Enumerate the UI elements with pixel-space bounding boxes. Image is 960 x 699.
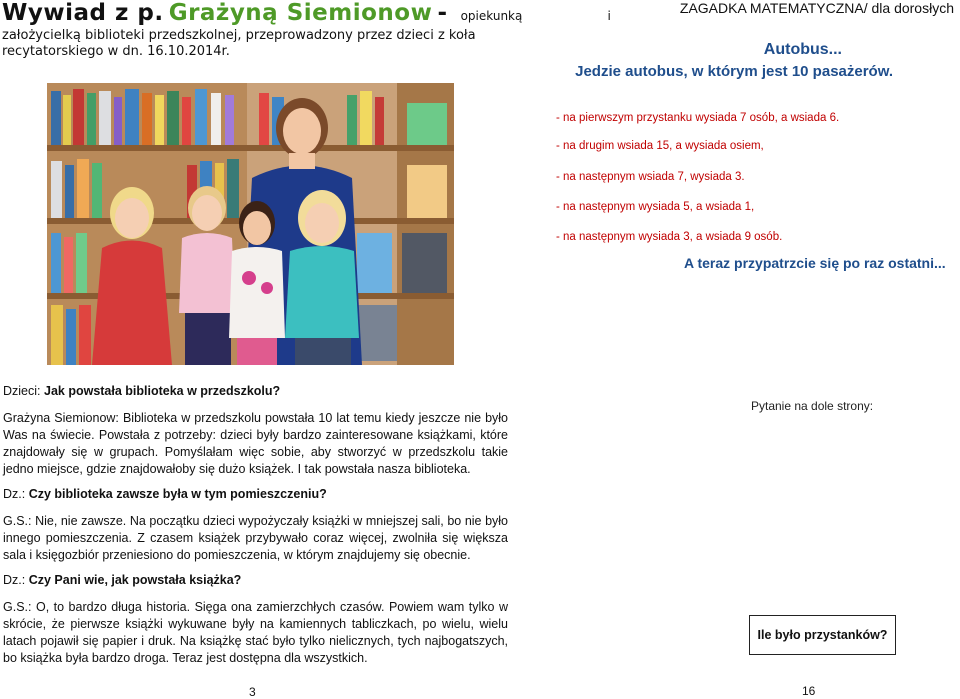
interview-a3: [3, 599, 508, 667]
question-text: Czy biblioteka zawsze była w tym pomieszczeniu?: [28, 487, 327, 501]
answer-text: Nie, nie zawsze. Na początku dzieci wypożyczały książki w mniejszej sali, bo nie było innego pomieszczenia. Z czasem książek przybywało coraz więcej, zwolniła się większa sala i księgozbiór przeniesiono do pomieszczenia, w którym znajdujemy się obecnie.: [3, 514, 508, 562]
speaker-label: G.S.:: [3, 514, 32, 528]
title-role: opiekunką: [460, 9, 523, 23]
interview-q1: [3, 383, 508, 400]
question-text: Jak powstała biblioteka w przedszkolu?: [44, 384, 281, 398]
answer-text: Biblioteka w przedszkolu powstała 10 lat temu kiedy jeszcze nie było Was na świecie. Powstała z potrzeby: dzieci były bardzo zainteresowane książkami, które znajdowały się w grupach. Pomyślałam więc sobie, aby stworzyć w przedszkolu takie jedno miejsce, gdzie znajdowałoby się dużo książek. I tak powstała nasza biblioteka.: [3, 411, 509, 476]
question-text: Czy Pani wie, jak powstała książka?: [28, 573, 242, 587]
interview-a2: [3, 513, 508, 564]
speaker-label: G.S.:: [3, 600, 32, 614]
speaker-label: Dzieci:: [3, 384, 41, 398]
bottom-question-label: Pytanie na dole strony:: [751, 399, 874, 413]
speaker-label: Dz.:: [3, 573, 26, 587]
title-name: Grażyną Siemionow: [168, 0, 433, 26]
article-title: [2, 0, 611, 26]
riddle-intro: Jedzie autobus, w którym jest 10 pasażerów.: [575, 63, 893, 80]
subtitle-line-2: recytatorskiego w dn. 16.10.2014r.: [2, 44, 230, 59]
page-number-right: 16: [802, 684, 816, 698]
riddle-heading: ZAGADKA MATEMATYCZNA/ dla dorosłych: [679, 0, 954, 16]
riddle-line-5: - na następnym wysiada 3, a wsiada 9 osób.: [556, 231, 783, 243]
riddle-line-2: - na drugim wsiada 15, a wysiada osiem,: [556, 140, 764, 152]
riddle-final: A teraz przypatrzcie się po raz ostatni...: [684, 255, 946, 271]
interview-q2: [3, 486, 508, 503]
riddle-line-1: - na pierwszym przystanku wysiada 7 osób, a wsiada 6.: [556, 112, 840, 124]
answer-text: O, to bardzo długa historia. Sięga ona zamierzchłych czasów. Powiem wam tylko w skrócie, że pierwsze książki wykuwane były na kamiennych tabliczkach, po wielu, wielu latach pojawił się papier i druk. Na książkę stać było tylko nielicznych, tych najbogatszych, bo książka była bardzo droga. Teraz jest dostępna dla wszystkich.: [3, 600, 508, 665]
answer-box: [749, 615, 896, 655]
speaker-label: Grażyna Siemionow:: [3, 411, 119, 425]
interview-q3: [3, 572, 508, 589]
photo-illustration: [47, 83, 454, 365]
page-number-left: 3: [249, 685, 256, 699]
title-prefix: Wywiad z p.: [2, 0, 164, 26]
interview-text: [3, 383, 508, 667]
riddle-line-4: - na następnym wysiada 5, a wsiada 1,: [556, 201, 755, 213]
photo-children-librarian: [47, 83, 454, 365]
speaker-label: Dz.:: [3, 487, 26, 501]
title-dash: -: [437, 0, 448, 26]
subtitle-line-1: założycielką biblioteki przedszkolnej, przeprowadzony przez dzieci z koła: [2, 28, 476, 43]
title-role-end: i: [607, 9, 611, 23]
answer-box-text: Ile było przystanków?: [757, 628, 888, 642]
riddle-line-3: - na następnym wsiada 7, wysiada 3.: [556, 171, 745, 183]
riddle-title: Autobus...: [763, 41, 842, 58]
interview-a1: [3, 410, 508, 478]
